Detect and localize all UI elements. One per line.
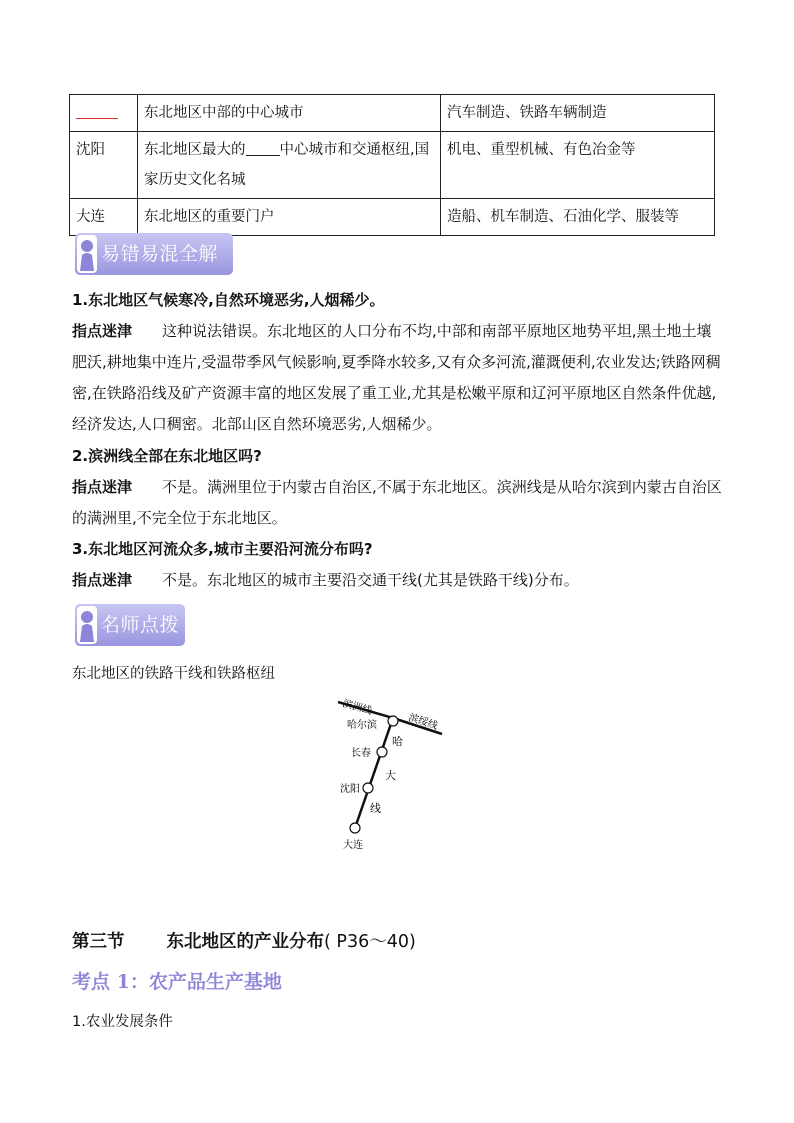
question: 1.东北地区气候寒冷,自然环境恶劣,人烟稀少。 [72,291,385,309]
industry-cell: 造船、机车制造、石油化学、服装等 [441,199,715,236]
role-cell: 东北地区中部的中心城市 [138,95,441,132]
badge-label: 名师点拨 [101,614,180,636]
binzhou-label: 滨洲线 [341,698,374,718]
changchun-label: 长春 [351,748,371,759]
city-function-table [69,94,715,236]
industry-cell: 机电、重型机械、有色冶金等 [441,132,715,199]
faq-item [72,441,722,534]
person-icon [77,606,97,644]
answer [72,472,722,534]
tip-label: 指点迷津 [72,322,133,340]
answer [72,316,722,440]
line-char: 线 [370,802,381,815]
harbin-label: 哈尔滨 [347,720,377,731]
changchun-node [377,747,387,757]
teacher-badge [75,604,185,646]
harbin-node [388,716,398,726]
answer-text: 不是。东北地区的城市主要沿交通干线(尤其是铁路干线)分布。 [162,571,579,589]
city-cell [70,95,138,132]
role-text: 东北地区最大的 [144,142,246,158]
badge-label: 易错易混全解 [101,243,219,265]
line-char: 大 [385,769,396,782]
faq-item [72,534,722,596]
question: 2.滨洲线全部在东北地区吗? [72,447,262,465]
industry-cell: 汽车制造、铁路车辆制造 [441,95,715,132]
section-title: 东北地区的产业分布 [166,932,324,952]
dalian-label: 大连 [343,840,363,851]
tip-label: 指点迷津 [72,478,133,496]
role-cell [138,132,441,199]
tip-label: 指点迷津 [72,571,133,589]
answer-blank [246,139,280,156]
answer-blank [76,100,118,119]
table-row [70,199,715,236]
dalian-node [350,823,360,833]
role-cell: 东北地区的重要门户 [138,199,441,236]
city-cell: 沈阳 [70,132,138,199]
faq-item [72,285,722,440]
binsui-label: 滨绥线 [407,712,440,733]
map-caption: 东北地区的铁路干线和铁路枢纽 [72,666,275,682]
table-row [70,132,715,199]
shenyang-label: 沈阳 [340,784,360,795]
railway-map [330,690,460,860]
role-text: 中心城市和交通枢纽,国家历史文化名城 [144,142,430,188]
subheading: 1.农业发展条件 [72,1014,173,1030]
line-char: 哈 [392,735,403,748]
answer-text: 这种说法错误。东北地区的人口分布不均,中部和南部平原地区地势平坦,黑土地土壤肥沃,耕地集中连片,受温带季风气候影响,夏季降水较多,又有众多河流,灌溉便利,农业发达;铁路网稠密,在铁路沿线及矿产资源丰富的地区发展了重工业,尤其是松嫩平原和辽河平原地区自然条件优越,经济发达,人口稠密。北部山区自然环境恶劣,人烟稀少。 [72,322,721,433]
mistakes-badge [75,233,233,275]
answer-text: 不是。满洲里位于内蒙古自治区,不属于东北地区。滨洲线是从哈尔滨到内蒙古自治区的满洲里,不完全位于东北地区。 [72,478,722,527]
shenyang-node [363,783,373,793]
section-number: 第三节 [72,932,125,952]
person-icon [77,235,97,273]
section-pages: ( P36～40) [324,932,416,952]
table-row [70,95,715,132]
answer [72,565,722,596]
city-cell: 大连 [70,199,138,236]
question: 3.东北地区河流众多,城市主要沿河流分布吗? [72,540,373,558]
key-point-heading: 考点 1：农产品生产基地 [72,971,282,993]
section-heading [72,928,416,953]
